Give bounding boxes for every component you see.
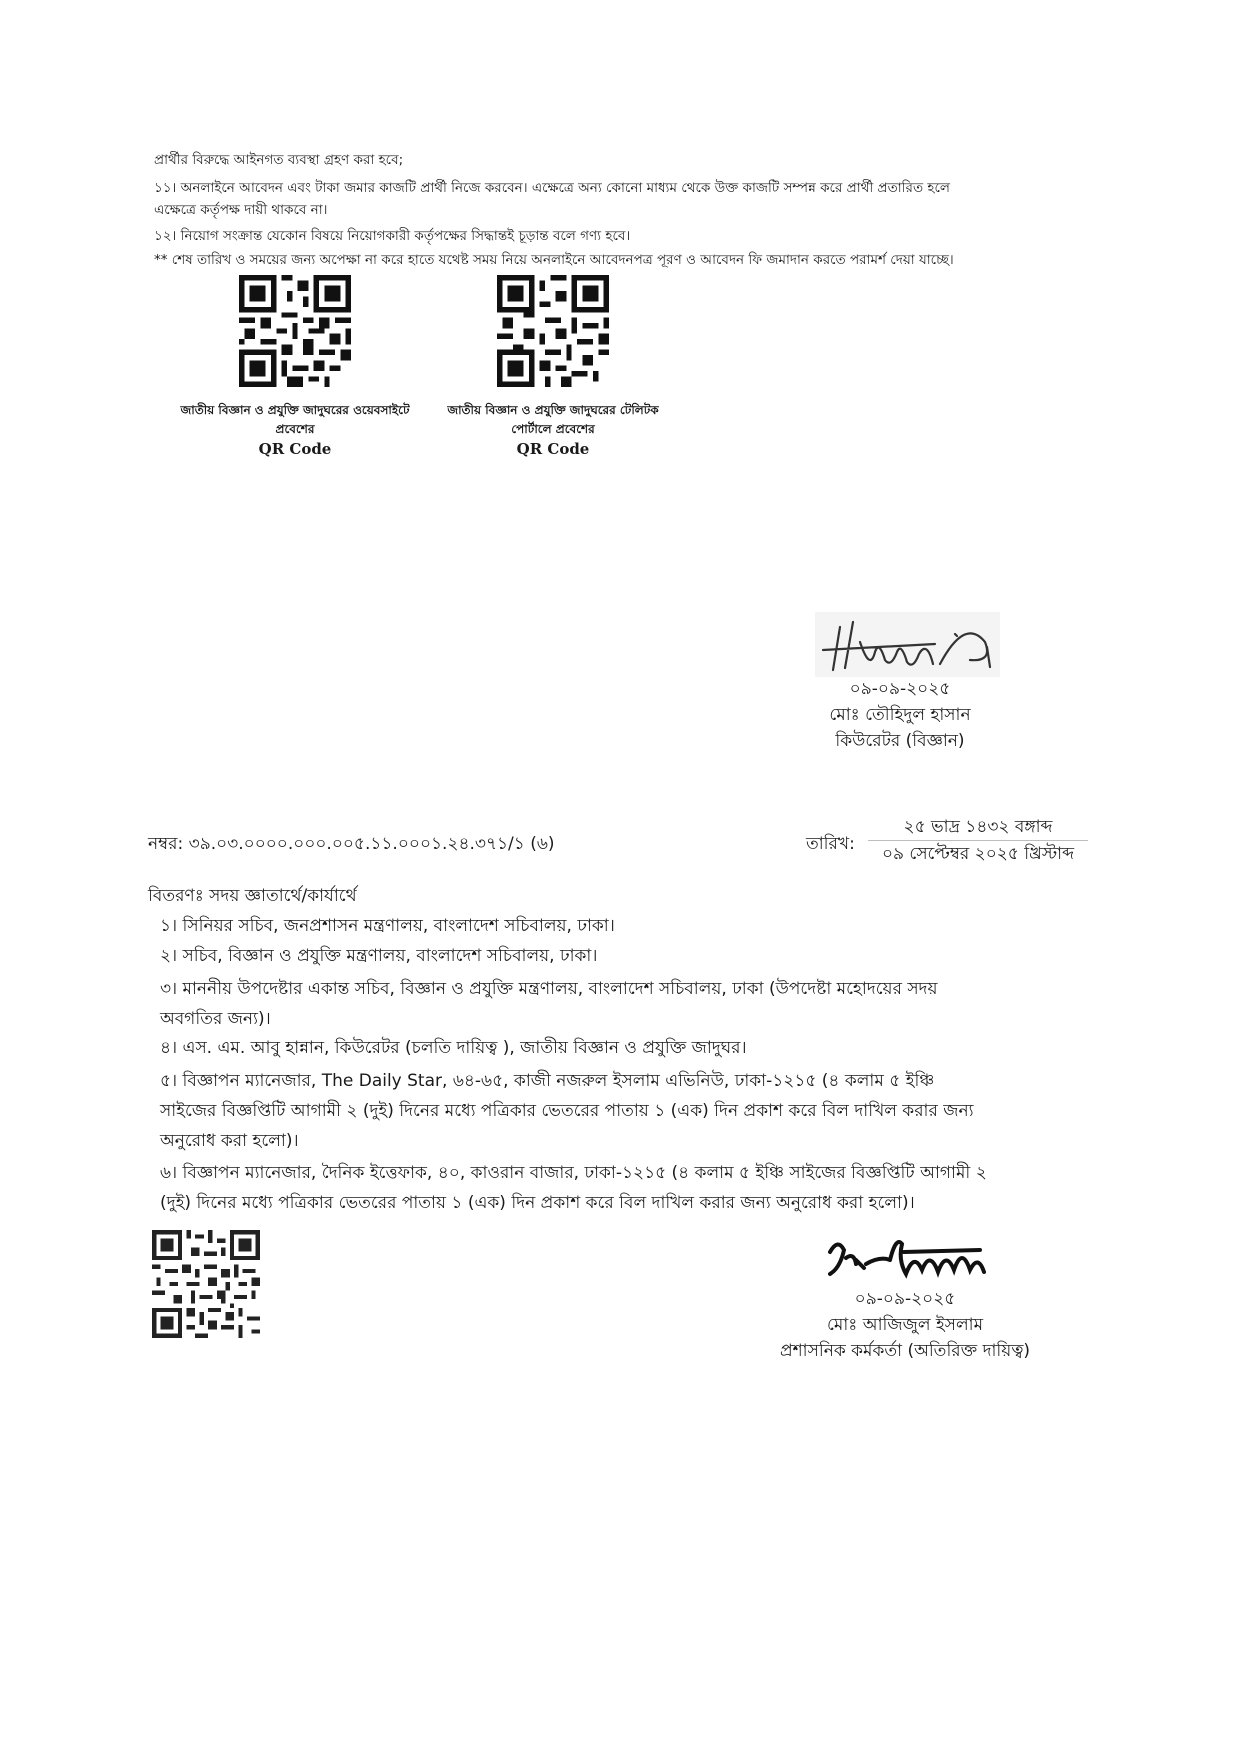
distribution-heading: বিতরণঃ সদয় জ্ঞাতার্থে/কার্যার্থে: [148, 886, 357, 906]
signatory-name: মোঃ আজিজুল ইসলাম: [826, 1315, 984, 1335]
distribution-item-4: [160, 1036, 747, 1060]
text-line-consequence: প্রার্থীর বিরুদ্ধে আইনগত ব্যবস্থা গ্রহণ করা হবে;: [154, 152, 404, 168]
qr-block-teletalk: [423, 275, 683, 459]
document-verification-qr-icon[interactable]: [152, 1230, 260, 1338]
memo-number: নম্বর: ৩৯.০৩.০০০০.০০০.০০৫.১১.০০০১.২৪.৩৭১/১ (৬): [148, 834, 555, 854]
qr-code-label: QR Code: [258, 440, 332, 458]
signature-date: ০৯-০৯-২০২৫: [849, 679, 951, 699]
qr-caption-teletalk: [423, 401, 683, 439]
signature-block-admin-officer: [760, 1286, 1050, 1364]
date-label: তারিখ:: [806, 834, 855, 854]
clause-11-line-1: ১১। অনলাইনে আবেদন এবং টাকা জমার কাজটি প্রার্থী নিজে করবেন। এক্ষেত্রে অন্য কোনো মাধ্যম থেকে উক্ত কাজটি সম্পন্ন করে প্রার্থী প্রতারিত হলে: [154, 180, 950, 196]
date-gregorian: ০৯ সেপ্টেম্বর ২০২৫ খ্রিস্টাব্দ: [881, 844, 1075, 864]
qr-code-label: QR Code: [516, 440, 590, 458]
signatory-designation: কিউরেটর (বিজ্ঞান): [835, 731, 965, 751]
qr-caption-line-2: প্রবেশের: [275, 422, 315, 436]
qr-code-website-icon[interactable]: [239, 275, 351, 387]
qr-caption-website: [165, 401, 425, 439]
date-fraction: [868, 814, 1088, 867]
signature-date: ০৯-০৯-২০২৫: [854, 1289, 956, 1309]
qr-caption-line-1: জাতীয় বিজ্ঞান ও প্রযুক্তি জাদুঘরের ওয়েবসাইটে: [180, 403, 410, 417]
advisory-note: ** শেষ তারিখ ও সময়ের জন্য অপেক্ষা না করে হাতে যথেষ্ট সময় নিয়ে অনলাইনে আবেদনপত্র পূরণ ও আবেদন ফি জমাদান করতে পরামর্শ দেয়া যাচ্ছে।: [154, 252, 954, 268]
date-bangla: ২৫ ভাদ্র ১৪৩২ বঙ্গাব্দ: [903, 817, 1053, 837]
distribution-item-1: [160, 914, 615, 938]
distribution-line: ১। সিনিয়র সচিব, জনপ্রশাসন মন্ত্রণালয়, বাংলাদেশ সচিবালয়, ঢাকা।: [160, 916, 615, 936]
qr-caption-line-2: পোর্টালে প্রবেশের: [511, 422, 595, 436]
clause-11-line-2: এক্ষেত্রে কর্তৃপক্ষ দায়ী থাকবে না।: [154, 202, 328, 218]
signatory-designation: প্রশাসনিক কর্মকর্তা (অতিরিক্ত দায়িত্ব): [779, 1341, 1031, 1361]
clause-12: ১২। নিয়োগ সংক্রান্ত যেকোন বিষয়ে নিয়োগকারী কর্তৃপক্ষের সিদ্ধান্তই চূড়ান্ত বলে গণ্য হবে।: [154, 228, 631, 244]
distribution-line: ৫। বিজ্ঞাপন ম্যানেজার, The Daily Star, ৬৪-৬৫, কাজী নজরুল ইসলাম এভিনিউ, ঢাকা-১২১৫ (৪ কলাম ৫ ইঞ্চি: [160, 1071, 935, 1091]
distribution-item-2: [160, 944, 597, 968]
distribution-line: অনুরোধ করা হলো)।: [160, 1131, 299, 1151]
distribution-item-5: [160, 1066, 974, 1156]
signature-image-admin-officer: [820, 1230, 1010, 1288]
distribution-item-6: [160, 1158, 987, 1218]
signature-block-curator: [800, 676, 1000, 754]
distribution-item-3: [160, 974, 938, 1034]
distribution-line: ৪। এস. এম. আবু হান্নান, কিউরেটর (চলতি দায়িত্ব ), জাতীয় বিজ্ঞান ও প্রযুক্তি জাদুঘর।: [160, 1038, 747, 1058]
distribution-line: সাইজের বিজ্ঞপ্তিটি আগামী ২ (দুই) দিনের মধ্যে পত্রিকার ভেতরের পাতায় ১ (এক) দিন প্রকাশ করে বিল দাখিল করার জন্য: [160, 1101, 974, 1121]
signatory-name: মোঃ তৌহিদুল হাসান: [829, 705, 971, 725]
distribution-line: ৬। বিজ্ঞাপন ম্যানেজার, দৈনিক ইত্তেফাক, ৪০, কাওরান বাজার, ঢাকা-১২১৫ (৪ কলাম ৫ ইঞ্চি সাইজের বিজ্ঞপ্তিটি আগামী ২: [160, 1163, 987, 1183]
qr-code-teletalk-icon[interactable]: [497, 275, 609, 387]
distribution-line: অবগতির জন্য)।: [160, 1009, 271, 1029]
signature-image-curator: [815, 612, 1000, 677]
distribution-line: ৩। মাননীয় উপদেষ্টার একান্ত সচিব, বিজ্ঞান ও প্রযুক্তি মন্ত্রণালয়, বাংলাদেশ সচিবালয়, ঢাকা (উপদেষ্টা মহোদয়ের সদয়: [160, 979, 938, 999]
qr-caption-line-1: জাতীয় বিজ্ঞান ও প্রযুক্তি জাদুঘরের টেলিটক: [447, 403, 659, 417]
qr-block-website: [165, 275, 425, 459]
distribution-line: (দুই) দিনের মধ্যে পত্রিকার ভেতরের পাতায় ১ (এক) দিন প্রকাশ করে বিল দাখিল করার জন্য অনুরোধ করা হলো)।: [160, 1193, 915, 1213]
distribution-line: ২। সচিব, বিজ্ঞান ও প্রযুক্তি মন্ত্রণালয়, বাংলাদেশ সচিবালয়, ঢাকা।: [160, 946, 598, 966]
